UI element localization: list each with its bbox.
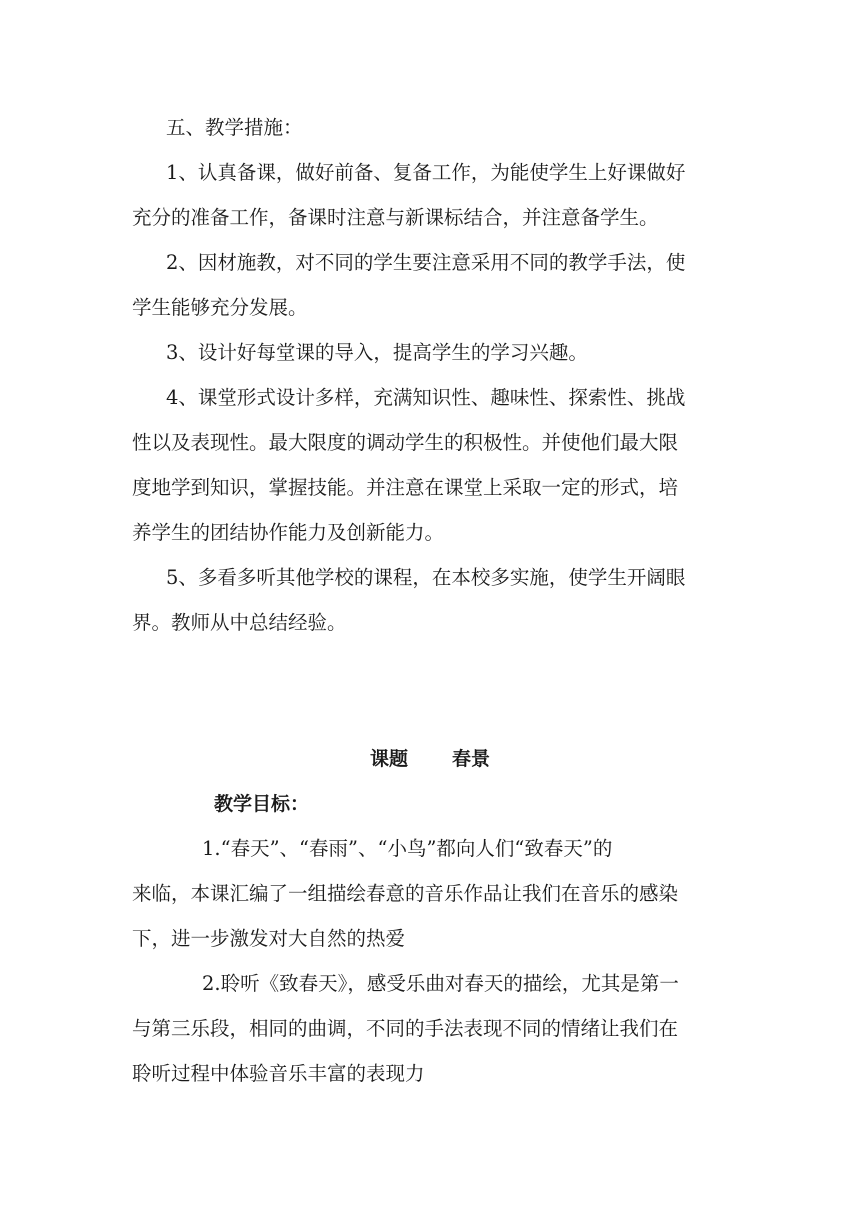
measure-2-line-2: 学生能够充分发展。 [132, 296, 308, 319]
measure-4-line-2: 性以及表现性。最大限度的调动学生的积极性。并使他们最大限 [132, 431, 679, 454]
measure-1-line-2: 充分的准备工作，备课时注意与新课标结合，并注意备学生。 [132, 206, 659, 229]
lesson-name: 春景 [452, 748, 491, 770]
section-heading: 五、教学措施： [166, 116, 303, 139]
lesson-label: 课题 [369, 748, 408, 770]
objective-1-line-3: 下，进一步激发对大自然的热爱 [132, 927, 406, 950]
measure-5-line-2: 界。教师从中总结经验。 [132, 611, 347, 634]
measure-2-line-1: 2、因材施教，对不同的学生要注意采用不同的教学手法，使 [166, 251, 686, 274]
objective-1-line-1: 1.“春天”、“春雨”、“小鸟”都向人们“致春天”的 [202, 837, 613, 860]
lesson-title [0, 745, 860, 773]
measure-3-line-1: 3、设计好每堂课的导入，提高学生的学习兴趣。 [166, 341, 588, 364]
objective-2-line-1: 2.聆听《致春天》，感受乐曲对春天的描绘，尤其是第一 [202, 972, 679, 995]
measure-1-line-1: 1、认真备课，做好前备、复备工作，为能使学生上好课做好 [166, 161, 686, 184]
measure-4-line-1: 4、课堂形式设计多样，充满知识性、趣味性、探索性、挑战 [166, 386, 686, 409]
objective-2-line-3: 聆听过程中体验音乐丰富的表现力 [132, 1062, 425, 1085]
objectives-heading: 教学目标： [214, 793, 310, 815]
measure-4-line-4: 养学生的团结协作能力及创新能力。 [132, 521, 445, 544]
measure-4-line-3: 度地学到知识，掌握技能。并注意在课堂上采取一定的形式，培 [132, 476, 679, 499]
measure-5-line-1: 5、多看多听其他学校的课程，在本校多实施，使学生开阔眼 [166, 566, 686, 589]
objective-1-line-2: 来临，本课汇编了一组描绘春意的音乐作品让我们在音乐的感染 [132, 882, 679, 905]
objective-2-line-2: 与第三乐段，相同的曲调，不同的手法表现不同的情绪让我们在 [132, 1017, 679, 1040]
